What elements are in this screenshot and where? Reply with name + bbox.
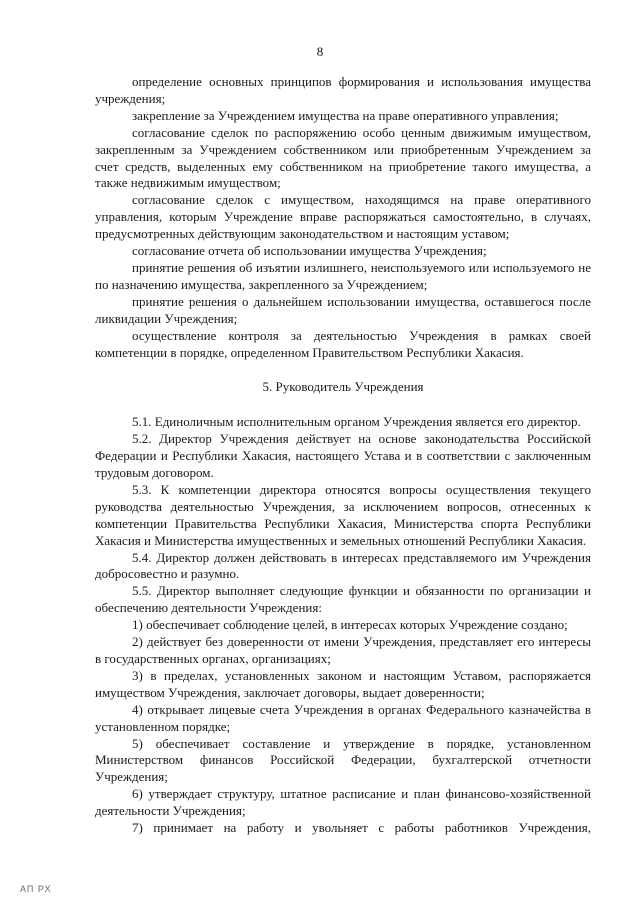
paragraph: осуществление контроля за деятельностью Учреждения в рамках своей компетенции в порядке, определенном Правительством Республики Хакасия. [95,327,591,360]
clause-5-4: 5.4. Директор должен действовать в интересах представляемого им Учреждения добросовестно и разумно. [95,549,591,582]
list-item: 6) утверждает структуру, штатное расписание и план финансово-хозяйственной деятельности Учреждения; [95,786,591,819]
list-item: 1) обеспечивает соблюдение целей, в интересах которых Учреждение создано; [132,617,568,633]
paragraph: закрепление за Учреждением имущества на праве оперативного управления; [132,107,559,123]
paragraph: согласование сделок с имуществом, находящимся на праве оперативного управления, которым Учреждение вправе распоряжаться самостоятельно, в случаях, предусмотренных действующим законодательством и настоящим уставом; [95,192,591,242]
document-body [95,74,591,837]
clause-5-5: 5.5. Директор выполняет следующие функции и обязанности по организации и обеспечению деятельности Учреждения: [95,583,591,616]
clause-5-3: 5.3. К компетенции директора относятся вопросы осуществления текущего руководства деятельностью Учреждения, за исключением вопросов, отнесенных к компетенции Правительства Республики Хакасия, Министерства спорта Республики Хакасия и Министерства имущественных и земельных отношений Республики Хакасия. [95,481,591,548]
clause-5-1: 5.1. Единоличным исполнительным органом Учреждения является его директор. [132,414,581,430]
list-item: 2) действует без доверенности от имени Учреждения, представляет его интересы в государственных органах, организациях; [95,634,591,666]
paragraph: согласование отчета об использовании имущества Учреждения; [132,243,487,259]
paragraph: принятие решения о дальнейшем использовании имущества, оставшегося после ликвидации Учреждения; [95,293,591,326]
paragraph: определение основных принципов формирования и использования имущества учреждения; [95,74,591,106]
paragraph: принятие решения об изъятии излишнего, неиспользуемого или используемого не по назначению имущества, закрепленного за Учреждением; [95,259,591,292]
list-item: 4) открывает лицевые счета Учреждения в органах Федерального казначейства в установленном порядке; [95,701,591,734]
clause-5-2: 5.2. Директор Учреждения действует на основе законодательства Российской Федерации и Республики Хакасия, настоящего Устава и в соответствии с заключенным трудовым договором. [95,431,591,481]
list-item: 7) принимает на работу и увольняет с работы работников Учреждения, [132,820,591,836]
paragraph: согласование сделок по распоряжению особо ценным движимым имуществом, закрепленным за Учреждением собственником или приобретенным Учреждением за счет средств, выделенных ему собственником на приобретение такого имущества, а также недвижимым имуществом; [95,124,591,191]
section-heading: 5. Руководитель Учреждения [262,379,424,395]
footer-stamp: АП РХ [20,884,52,894]
page-number: 8 [316,44,324,59]
list-item: 3) в пределах, установленных законом и настоящим Уставом, распоряжается имуществом Учреждения, заключает договоры, выдает доверенности; [95,667,591,700]
list-item: 5) обеспечивает составление и утверждение в порядке, установленном Министерством финансов Российской Федерации, бухгалтерской отчетности Учреждения; [95,735,591,785]
